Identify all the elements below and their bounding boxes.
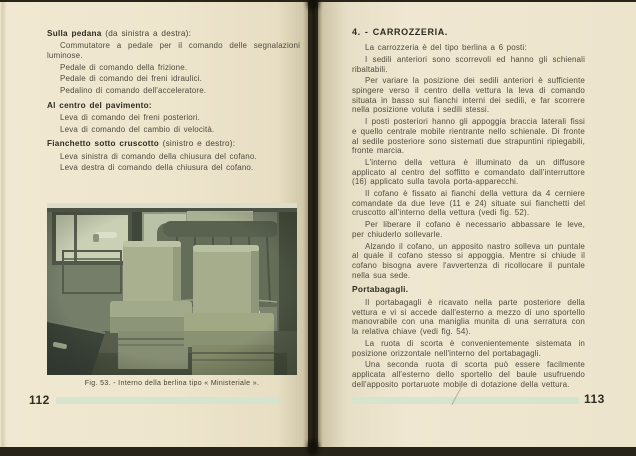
footer-rule: [56, 397, 280, 404]
paragraph: Per liberare il cofano è necessario abbassare le leve, per chiuderlo sollevarle.: [352, 220, 585, 239]
book-spine-shadow: [303, 0, 323, 450]
paragraph: Il portabagagli è ricavato nella parte posteriore della vettura e vi si accede dall'esterno a mezzo di uno sportello manovrabile con una maniglia munita di una serratura con la relativa chiave (vedi fig. 54).: [352, 298, 585, 337]
figure-photo: [47, 203, 297, 375]
right-page-text: [352, 28, 585, 391]
paragraph: I sedili anteriori sono scorrevoli ed hanno gli schienali ribaltabili.: [352, 54, 585, 74]
page-edge-decoration: [0, 2, 7, 447]
list-item: Commutatore a pedale per il comando delle segnalazioni luminose.: [47, 41, 300, 60]
paragraph: L'interno della vettura è illuminato da un diffusore applicato al centro del soffitto e comandato dall'interruttore (16) applicato sulla tavola porta-apparecchi.: [352, 157, 585, 187]
section-heading: [47, 101, 300, 111]
chapter-heading: 4. - CARROZZERIA.: [352, 27, 448, 37]
list-item: Leva di comando dei freni posteriori.: [60, 112, 201, 122]
section-heading-bold: Sulla pedana: [47, 29, 102, 38]
right-page: [318, 2, 636, 447]
paragraph: La carrozzeria è del tipo berlina a 6 posti:: [365, 43, 527, 53]
paragraph: Alzando il cofano, un apposito nastro solleva un puntale al quale il cofano stesso si appoggia. Mentre si chiude il cofano bisogna avere l'avvertenza di ricollocare il puntale nella sua sede.: [352, 241, 585, 280]
section-heading-rest: (da sinistra a destra):: [101, 29, 192, 38]
paragraph: Una seconda ruota di scorta può essere facilmente applicata all'esterno dello sportello del baule usufruendo dell'apposito portaruote mobile di dotazione della vettura.: [352, 360, 585, 389]
paragraph: Per variare la posizione dei sedili anteriori è sufficiente spingere verso il centro della vettura la leva di comando situata in basso sui fianchi interni dei sedili, e far scorrere nella posizione voluta i sedili stessi.: [352, 76, 585, 115]
page-number: 113: [584, 392, 605, 406]
list-item: Leva sinistra di comando della chiusura del cofano.: [60, 151, 257, 161]
paragraph: La ruota di scorta è convenientemente sistemata in posizione orizzontale nell'interno del portabagagli.: [352, 338, 585, 358]
list-item: Leva destra di comando della chiusura del cofano.: [60, 163, 254, 173]
list-item: Pedalino di comando dell'acceleratore.: [60, 86, 207, 96]
section-heading-bold: Fianchetto sotto cruscotto: [47, 139, 159, 149]
section-heading: [47, 139, 300, 149]
page-number: 112: [29, 393, 50, 407]
subsection-heading: Portabagagli.: [352, 284, 409, 295]
footer-rule: [352, 397, 579, 404]
figure-53: [47, 203, 297, 387]
list-item: Pedale di comando dei freni idraulici.: [60, 74, 202, 84]
paragraph: I posti posteriori hanno gli appoggia braccia laterali fissi e quello centrale mobile rientrante nello schienale. Di fronte al sedile posteriore sono sistemati due strapuntini ripiegabili, fronte marcia.: [352, 117, 585, 156]
section-heading-rest: (sinistro e destro):: [158, 139, 236, 149]
figure-caption: Fig. 53. - Interno della berlina tipo « Ministeriale ».: [84, 380, 260, 387]
list-item: Pedale di comando della frizione.: [60, 62, 188, 72]
paragraph: Il cofano è fissato ai fianchi della vettura da 4 cerniere comandate da due leve (11 e 24) situate sui fianchetti del cruscotto all'interno della vettura (vedi fig. 52).: [352, 189, 585, 218]
section-heading-bold: Al centro del pavimento:: [47, 100, 152, 110]
left-page: [0, 2, 308, 447]
section-heading: [47, 29, 300, 39]
left-page-text: [47, 29, 300, 175]
list-item: Leva di comando del cambio di velocità.: [60, 124, 215, 134]
